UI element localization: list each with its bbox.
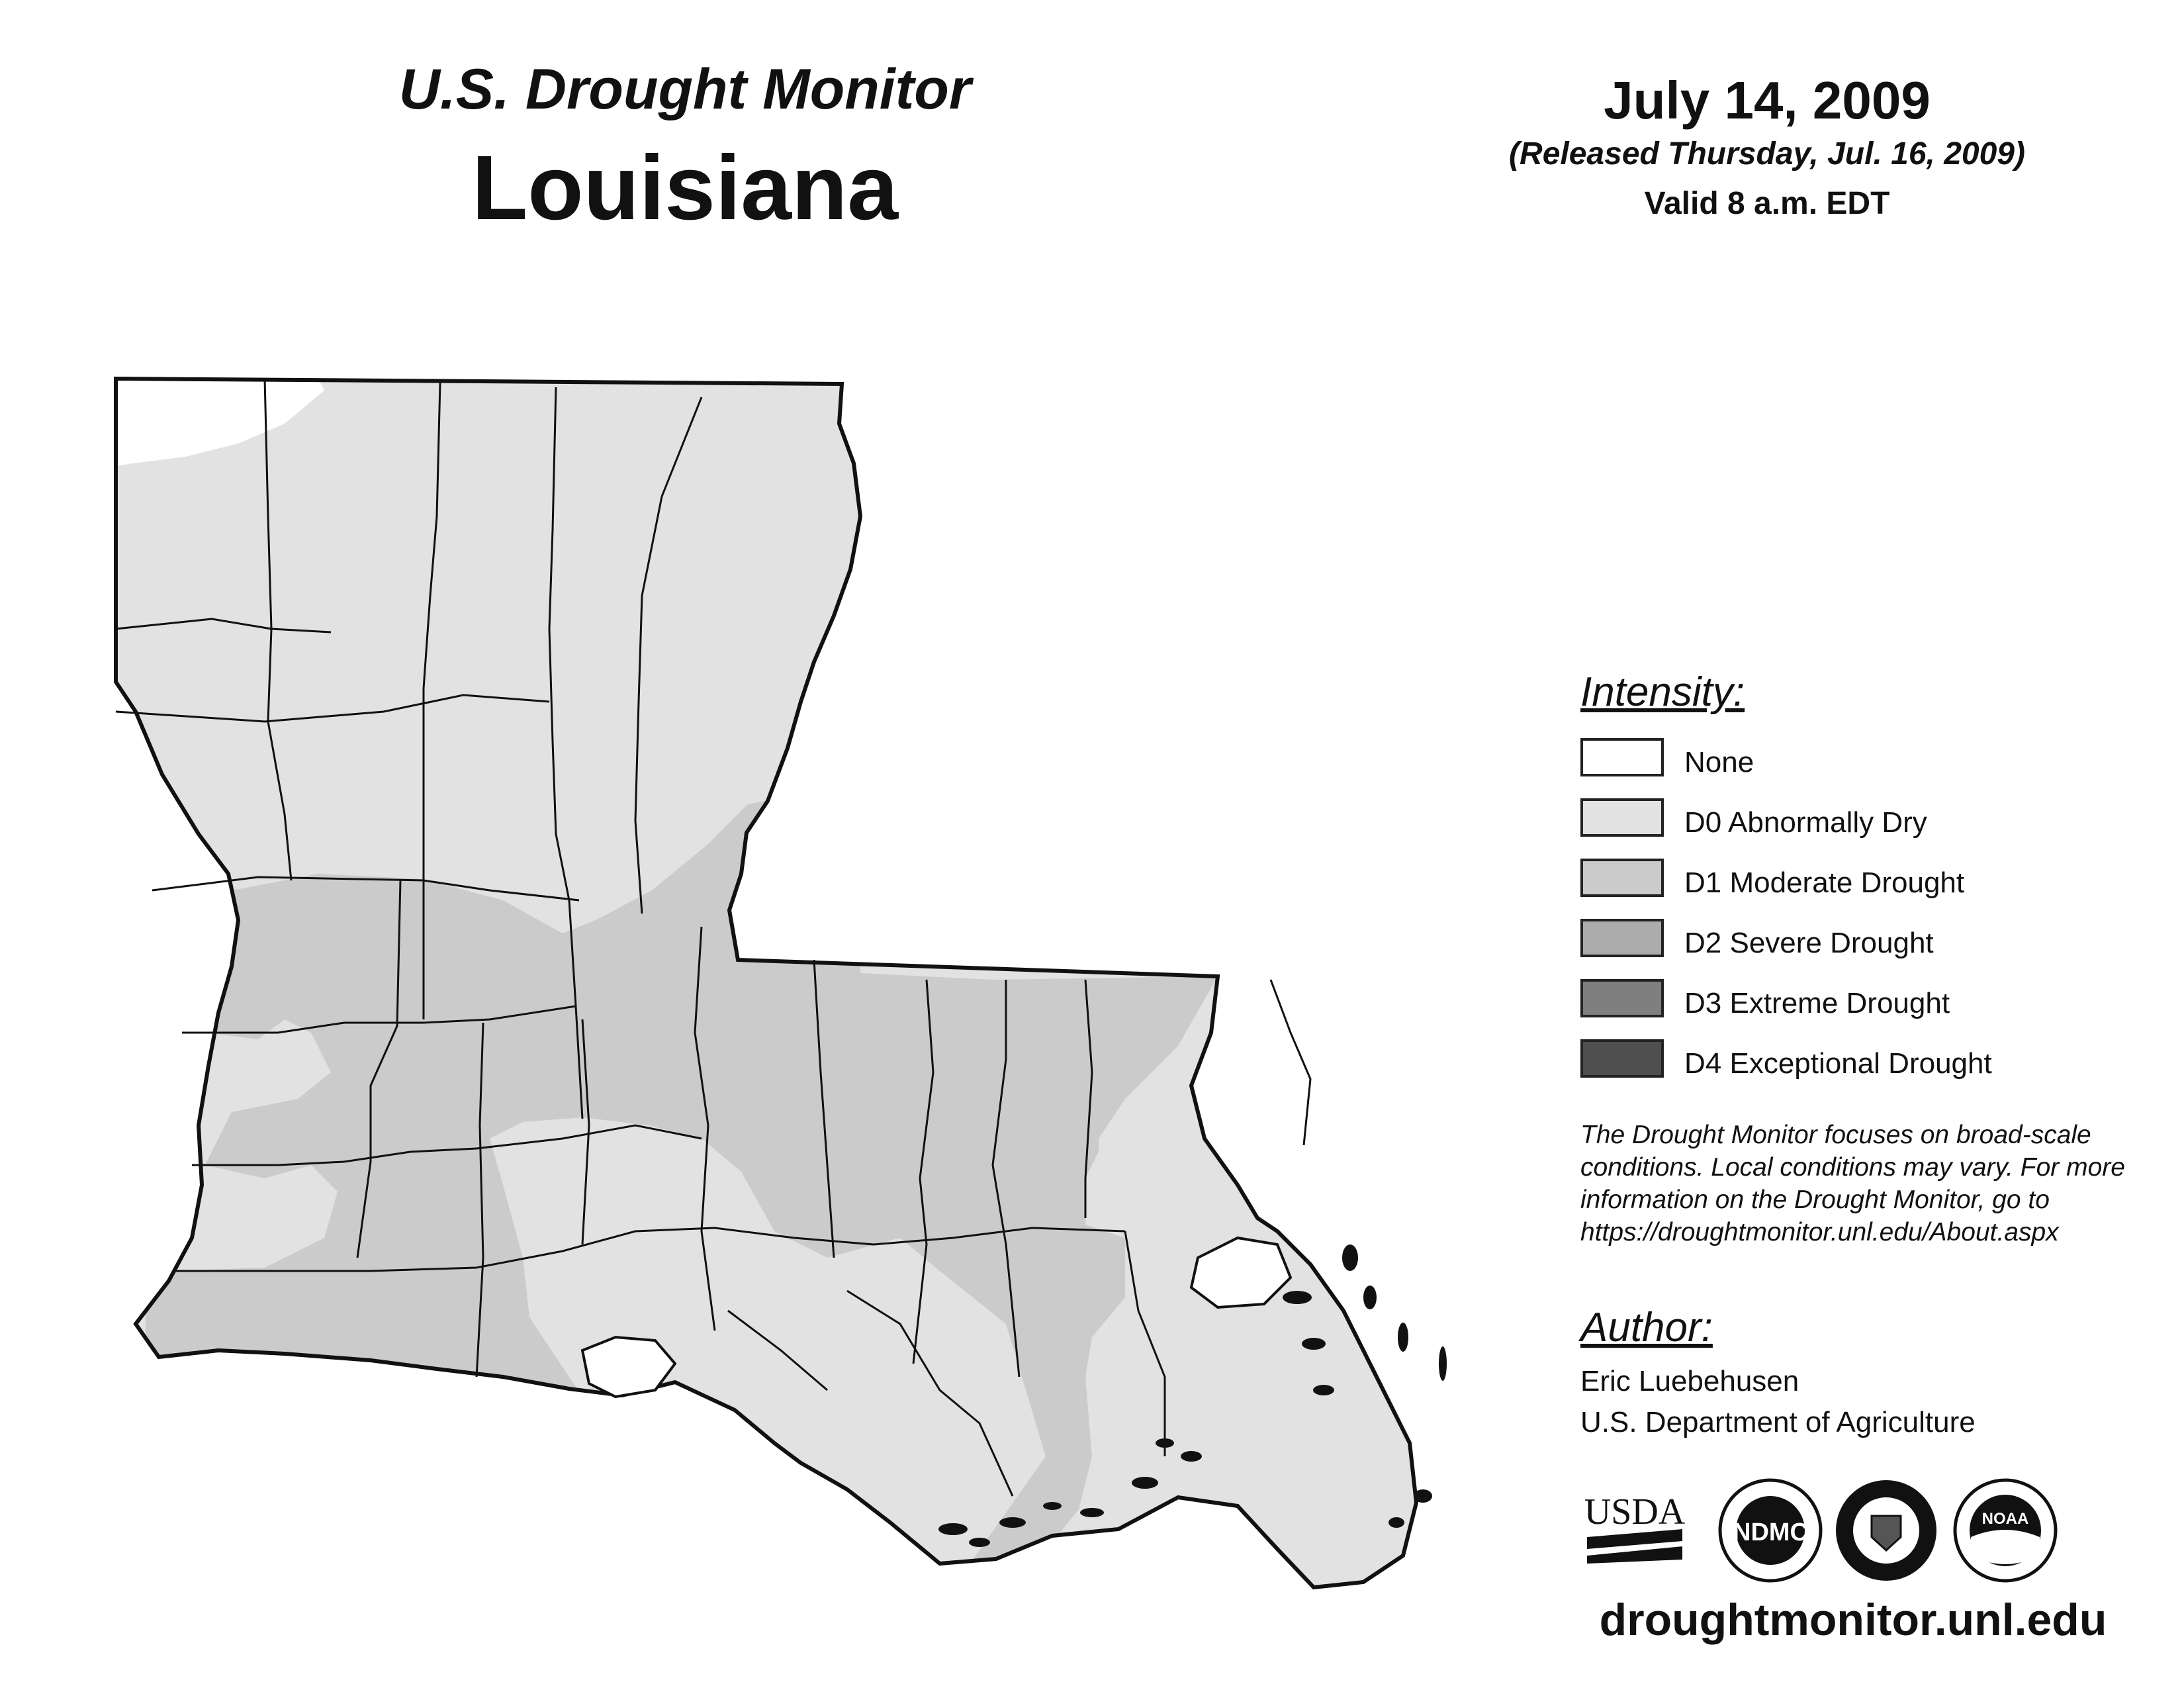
release-date: (Released Thursday, Jul. 16, 2009) [1509, 136, 2025, 171]
legend-note-line: information on the Drought Monitor, go to [1580, 1186, 2050, 1214]
legend-note-link[interactable]: https://droughtmonitor.unl.edu/About.aspx [1580, 1218, 2059, 1246]
agency-logos [1582, 1476, 2111, 1589]
legend-swatch-d2 [1580, 919, 1664, 957]
legend-label-d0: D0 Abnormally Dry [1684, 806, 1927, 839]
map-title: Louisiana [471, 137, 899, 239]
legend-swatch-d0 [1580, 798, 1664, 837]
noaa-logo-text: NOAA [1981, 1510, 2029, 1528]
department-of-commerce-seal-icon [1836, 1480, 1936, 1581]
legend-title: Intensity: [1580, 669, 1745, 715]
author-organization: U.S. Department of Agriculture [1580, 1406, 1976, 1438]
legend-label-none: None [1684, 746, 1754, 778]
legend-swatch-none [1580, 738, 1664, 776]
usda-logo-text: USDA [1584, 1491, 1686, 1532]
legend-note [1580, 1119, 2176, 1248]
ndmc-logo [1720, 1480, 1821, 1581]
noaa-logo [1955, 1480, 2056, 1581]
legend-swatch-d4 [1580, 1039, 1664, 1078]
valid-time: Valid 8 a.m. EDT [1644, 186, 1890, 221]
legend-note-line: The Drought Monitor focuses on broad-scale [1580, 1121, 2091, 1149]
legend-label-d2: D2 Severe Drought [1684, 927, 1934, 959]
author-name: Eric Luebehusen [1580, 1365, 1799, 1397]
legend-note-line: conditions. Local conditions may vary. For more [1580, 1153, 2125, 1182]
legend-swatch-d1 [1580, 859, 1664, 897]
usda-logo [1584, 1491, 1686, 1564]
legend-label-d1: D1 Moderate Drought [1684, 867, 1965, 899]
map-subtitle: U.S. Drought Monitor [398, 58, 972, 121]
legend-swatch-d3 [1580, 979, 1664, 1017]
lake-calcasieu [582, 1337, 675, 1397]
website-link[interactable]: droughtmonitor.unl.edu [1599, 1595, 2107, 1645]
valid-date: July 14, 2009 [1604, 71, 1931, 130]
legend-label-d3: D3 Extreme Drought [1684, 987, 1950, 1019]
ndmc-logo-text: NDMC [1733, 1519, 1808, 1546]
legend-label-d4: D4 Exceptional Drought [1684, 1047, 1992, 1080]
author-title: Author: [1580, 1305, 1713, 1350]
